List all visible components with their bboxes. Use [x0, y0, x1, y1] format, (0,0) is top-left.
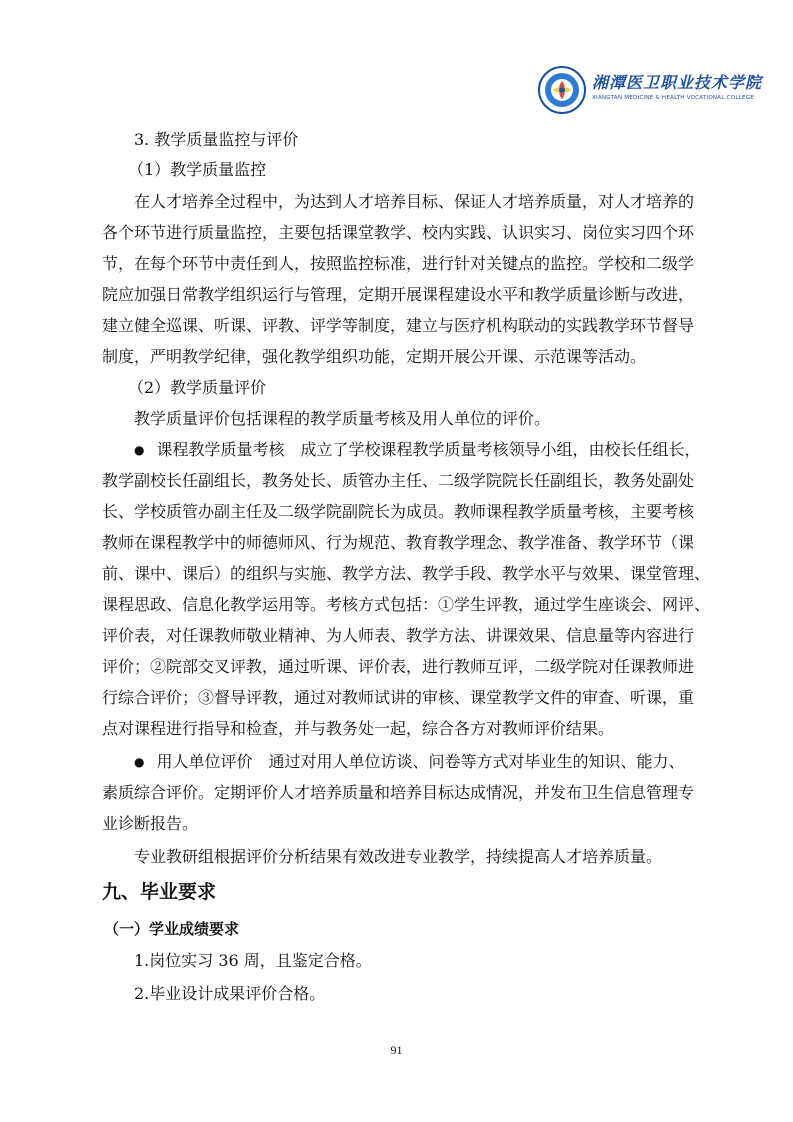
college-name-en: XIANGTAN MEDICINE & HEALTH VOCATIONAL COLLEGE	[592, 95, 754, 101]
paragraph-line: 院应加强日常教学组织运行与管理，定期开展课程建设水平和教学质量诊断与改进，	[102, 285, 695, 304]
college-name-cn: 湘潭医卫职业技术学院	[592, 73, 763, 92]
sub2-title: （2）教学质量评价	[128, 378, 267, 397]
paragraph-line: 各个环节进行质量监控，主要包括课堂教学、校内实践、认识实习、岗位实习四个环	[102, 223, 695, 242]
college-emblem-icon	[538, 66, 586, 114]
bullet-text: 成立了学校课程教学质量考核领导小组，由校长任组长，	[300, 440, 701, 459]
section-9-title: 九、毕业要求	[102, 881, 217, 903]
bullet-icon: ●	[134, 443, 145, 457]
paragraph-line: 素质综合评价。定期评价人才培养质量和培养目标达成情况，并发布卫生信息管理专	[102, 783, 695, 802]
paragraph-line: 制度，严明教学纪律，强化教学组织功能，定期开展公开课、示范课等活动。	[102, 347, 647, 366]
section-3-title: 3. 教学质量监控与评价	[134, 130, 299, 149]
bullet-label: 课程教学质量考核	[156, 440, 285, 459]
bullet-label: 用人单位评价	[156, 752, 253, 771]
paragraph-line: 业诊断报告。	[102, 814, 199, 833]
paragraph-line: 课程思政、信息化教学运用等。考核方式包括：①学生评教，通过学生座谈会、网评、	[102, 595, 711, 614]
paragraph-line: 节，在每个环节中责任到人，按照监控标准，进行针对关键点的监控。学校和二级学	[102, 254, 695, 273]
section-9-subtitle: （一）学业成绩要求	[104, 920, 240, 938]
paragraph-line: 行综合评价；③督导评教，通过对教师试讲的审核、课堂教学文件的审查、听课，重	[102, 688, 695, 707]
paragraph-line: 教学副校长任副组长，教务处长、质管办主任、二级学院院长任副组长，教务处副处	[102, 471, 695, 490]
college-logo	[538, 66, 763, 114]
paragraph-line: 长、学校质管办副主任及二级学院副院长为成员。教师课程教学质量考核，主要考核	[102, 502, 695, 521]
page-number: 91	[390, 1043, 403, 1057]
paragraph-line: 教师在课程教学中的师德师风、行为规范、教育教学理念、教学准备、教学环节（课	[102, 533, 695, 552]
sub1-title: （1）教学质量监控	[128, 160, 267, 179]
bullet-item-employer-evaluation	[134, 752, 685, 773]
paragraph-line: 在人才培养全过程中，为达到人才培养目标、保证人才培养质量，对人才培养的	[134, 192, 695, 211]
paragraph-line: 评价表，对任课教师敬业精神、为人师表、教学方法、讲课效果、信息量等内容进行	[102, 626, 695, 645]
paragraph-line: 建立健全巡课、听课、评教、评学等制度，建立与医疗机构联动的实践教学环节督导	[102, 316, 695, 335]
bullet-item-course-assessment	[134, 440, 701, 461]
closing-paragraph: 专业教研组根据评价分析结果有效改进专业教学，持续提高人才培养质量。	[134, 847, 663, 866]
paragraph-line: 点对课程进行指导和检查，并与教务处一起，综合各方对教师评价结果。	[102, 719, 615, 738]
list-item: 1.岗位实习 36 周，且鉴定合格。	[134, 951, 372, 970]
bullet-icon: ●	[134, 755, 145, 769]
sub2-intro: 教学质量评价包括课程的教学质量考核及用人单位的评价。	[134, 409, 551, 428]
list-item: 2.毕业设计成果评价合格。	[134, 984, 326, 1003]
paragraph-line: 前、课中、课后）的组织与实施、教学方法、教学手段、教学水平与效果、课堂管理、	[102, 564, 711, 583]
paragraph-line: 评价；②院部交叉评教，通过听课、评价表，进行教师互评，二级学院对任课教师进	[102, 657, 695, 676]
bullet-text: 通过对用人单位访谈、问卷等方式对毕业生的知识、能力、	[268, 752, 685, 771]
